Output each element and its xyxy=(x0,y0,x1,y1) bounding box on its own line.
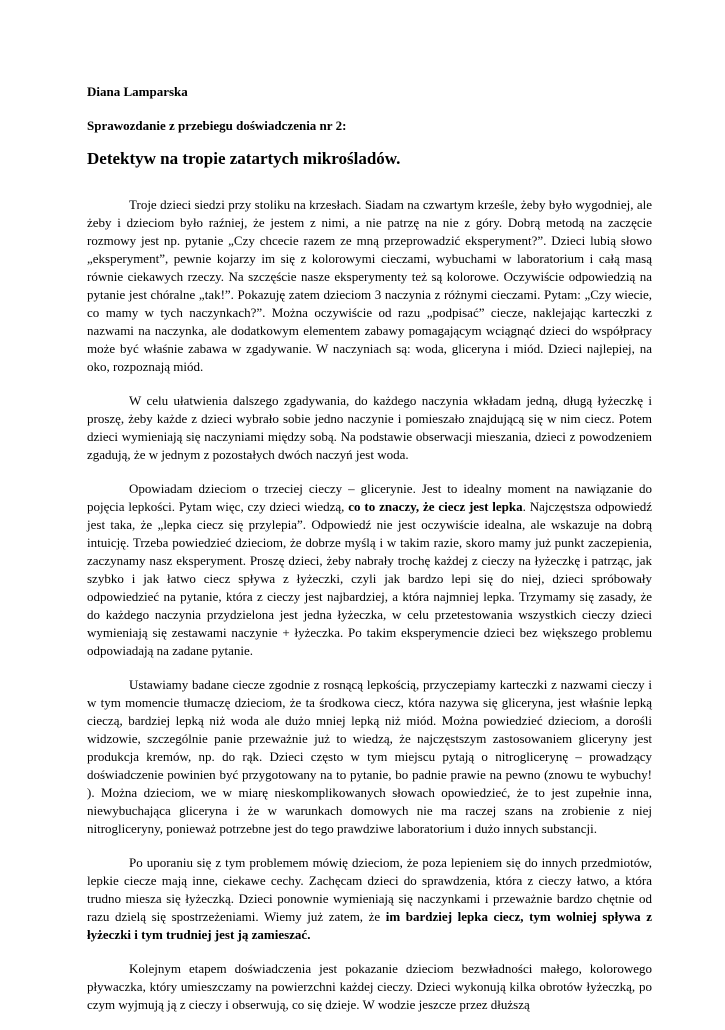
paragraph-text: Troje dzieci siedzi przy stoliku na krzesłach. Siadam na czwartym krześle, żeby było wygodniej, ale żeby i dzieciom było raźniej, że jestem z nimi, a nie patrzę na nie z góry. Dobrą metodą na zaczęcie rozmowy jest np. pytanie „Czy chcecie razem ze mną przeprowadzić eksperyment?”. Dzieci lubią słowo „eksperyment”, pewnie kojarzy im się z kolorowymi cieczami, wybuchami w laboratorium i całą masą równie ciekawych rzeczy. Na szczęście nasze eksperymenty też są kolorowe. Oczywiście odpowiedzią na pytanie jest chóralne „tak!”. Pokazuję zatem dzieciom 3 naczynia z różnymi cieczami. Pytam: „Czy wiecie, co mamy w tych naczynkach?”. Można oczywiście od razu „podpisać” ciecze, naklejając karteczki z nazwami na naczynka, ale dodatkowym elementem zabawy pomagającym wciągnąć dzieci do współpracy może być właśnie zabawa w zgadywanie. W naczyniach są: woda, gliceryna i miód. Dzieci najlepiej, na oko, rozpoznają miód. xyxy=(87,197,652,374)
report-subtitle: Sprawozdanie z przebiegu doświadczenia nr 2: xyxy=(87,118,347,133)
document-title: Detektyw na tropie zatartych mikrośladów. xyxy=(87,149,401,168)
paragraph-5 xyxy=(87,854,652,944)
paragraph-4 xyxy=(87,676,652,838)
paragraph-6 xyxy=(87,960,652,1014)
author-name: Diana Lamparska xyxy=(87,84,188,99)
paragraph-2 xyxy=(87,392,652,464)
paragraph-text: Po uporaniu się z tym problemem mówię dzieciom, że poza lepieniem się do innych przedmiotów, lepkie ciecze mają inne, ciekawe cechy. Zachęcam dzieci do sprawdzenia, która z cieczy łatwo, a która trudno miesza się łyżeczką. Dzieci ponownie wymieniają się naczynkami i przeważnie bardzo chętnie od razu dzielą się spostrzeżeniami. Wiemy już zatem, że xyxy=(87,855,652,924)
paragraph-1 xyxy=(87,196,652,376)
emphasis-text: co to znaczy, że ciecz jest lepka xyxy=(348,499,523,514)
paragraph-text: . Najczęstsza odpowiedź jest taka, że „lepka ciecz się przylepia”. Odpowiedź nie jest oczywiście idealna, ale wskazuje na dobrą intuicję. Trzeba powiedzieć dzieciom, że dobrze myślą i w takim razie, skoro mamy już punkt zaczepienia, zaczynamy nasz eksperyment. Proszę dzieci, żeby nabrały trochę każdej z cieczy na łyżeczkę i patrząc, jak szybko i jak łatwo ciecz spływa z łyżeczki, czyli jak bardzo lepi się do niej, dzieci spróbowały odpowiedzieć na pytanie, która z cieczy jest najbardziej, a która najmniej lepka. Trzymamy się zasady, że do każdego naczynia przydzielona jest jedna łyżeczka, w celu przetestowania wszystkich cieczy dzieci wymieniają się zestawami naczynie + łyżeczka. Po takim eksperymencie dzieci bez większego problemu odpowiadają na zadane pytanie. xyxy=(87,499,653,658)
paragraph-text: W celu ułatwienia dalszego zgadywania, do każdego naczynia wkładam jedną, długą łyżeczkę i proszę, żeby każde z dzieci wybrało sobie jedno naczynie i pomieszało znajdującą się w nim ciecz. Potem dzieci wymieniają się naczyniami między sobą. Na podstawie obserwacji mieszania, dzieci z powodzeniem zgadują, że w jednym z pozostałych dwóch naczyń jest woda. xyxy=(87,393,652,462)
paragraph-3 xyxy=(87,480,652,660)
paragraph-text: Opowiadam dzieciom o trzeciej cieczy – glicerynie. Jest to idealny moment na nawiązanie do pojęcia lepkości. Pytam więc, czy dzieci wiedzą, xyxy=(87,481,652,514)
paragraph-text: Kolejnym etapem doświadczenia jest pokazanie dzieciom bezwładności małego, kolorowego pływaczka, który umieszczamy na powierzchni każdej cieczy. Dzieci wykonują kilka obrotów łyżeczką, po czym wyjmują ją z cieczy i obserwują, co się dzieje. W wodzie jeszcze przez dłuższą xyxy=(87,961,652,1012)
emphasis-text: im bardziej lepka ciecz, tym wolniej spływa z łyżeczki i tym trudniej jest ją zamieszać. xyxy=(87,909,653,942)
document-page xyxy=(87,84,652,1030)
paragraph-text: Ustawiamy badane ciecze zgodnie z rosnącą lepkością, przyczepiamy karteczki z nazwami cieczy i w tym momencie tłumaczę dzieciom, że ta środkowa ciecz, która nazywa się gliceryna, jest właśnie lepką cieczą, bardziej lepką niż woda ale dużo mniej lepką niż miód. Można powiedzieć dzieciom, a dorośli widzowie, szczególnie panie przeważnie już to wiedzą, że najczęstszym zastosowaniem gliceryny jest produkcja kremów, np. do rąk. Dzieci często w tym miejscu pytają o nitroglicerynę – prowadzący doświadczenie powinien być przygotowany na to pytanie, bo padnie prawie na pewno (znowu te wybuchy! ). Można dzieciom, we w miarę nieskomplikowanych słowach opowiedzieć, że to jest zupełnie inna, niewybuchająca gliceryna i że w warunkach domowych nie ma raczej szans na zrobienie z niej nitrogliceryny, ponieważ potrzebne jest do tego prawdziwe laboratorium i dużo innych substancji. xyxy=(87,677,652,836)
